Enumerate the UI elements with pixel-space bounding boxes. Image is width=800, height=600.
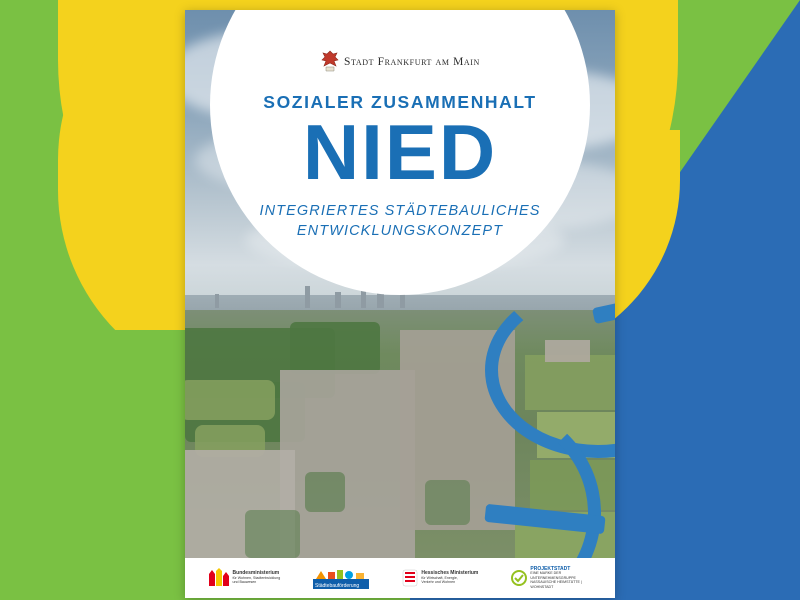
- hessen-logo: [402, 568, 478, 588]
- cover-logo-strip: [185, 558, 615, 598]
- photo-green-area: [290, 322, 380, 374]
- cover-subtitle-line1: INTEGRIERTES STÄDTEBAULICHES: [259, 203, 541, 219]
- cover-subtitle: [210, 201, 590, 241]
- logo-line1: Hessisches Ministerium: [421, 570, 479, 577]
- staedtebaufoerderung-icon: [313, 567, 369, 589]
- staedtebaufoerderung-logo: [313, 567, 369, 589]
- hessen-lion-icon: [402, 568, 418, 588]
- logo-line3: und Bauwesen: [232, 580, 257, 585]
- photo-field: [185, 380, 275, 420]
- photo-skyline-tower: [215, 294, 219, 308]
- bundesministerium-icon: [208, 568, 230, 588]
- logo-line3: Verkehr und Wohnen: [421, 580, 456, 585]
- logo-line1: PROJEKTSTADT: [530, 565, 571, 572]
- city-crest: [315, 50, 485, 74]
- document-cover-page: [185, 10, 615, 598]
- logo-line2: EINE MARKE DER UNTERNEHMENSGRUPPE: [530, 571, 576, 580]
- frankfurt-eagle-icon: [320, 50, 340, 74]
- projektstadt-icon: [511, 570, 527, 586]
- projektstadt-logo-text: [530, 567, 592, 590]
- cover-subtitle-line2: ENTWICKLUNGSKONZEPT: [296, 223, 504, 239]
- bundesministerium-logo-text: [233, 571, 281, 585]
- photo-green-area: [305, 472, 345, 512]
- hessen-logo-text: [421, 571, 478, 585]
- projektstadt-logo: [511, 567, 592, 590]
- photo-skyline-tower: [335, 292, 341, 308]
- logo-line1: Bundesministerium: [232, 570, 280, 577]
- cover-kicker: SOZIALER ZUSAMMENHALT: [263, 92, 537, 112]
- logo-line2: für Wirtschaft, Energie,: [421, 575, 458, 580]
- cover-title: NIED: [302, 108, 498, 196]
- svg-text:Städtebauförderung: Städtebauförderung: [315, 583, 360, 589]
- bundesministerium-logo: [208, 568, 281, 588]
- cover-title-block: [210, 50, 590, 241]
- logo-line3: NASSAUISCHE HEIMSTÄTTE | WOHNSTADT: [530, 580, 582, 589]
- photo-green-area: [245, 510, 300, 558]
- logo-line2: für Wohnen, Stadtentwicklung: [232, 575, 281, 580]
- city-crest-label: Stadt Frankfurt am Main: [344, 56, 480, 68]
- photo-skyline-tower: [305, 286, 310, 308]
